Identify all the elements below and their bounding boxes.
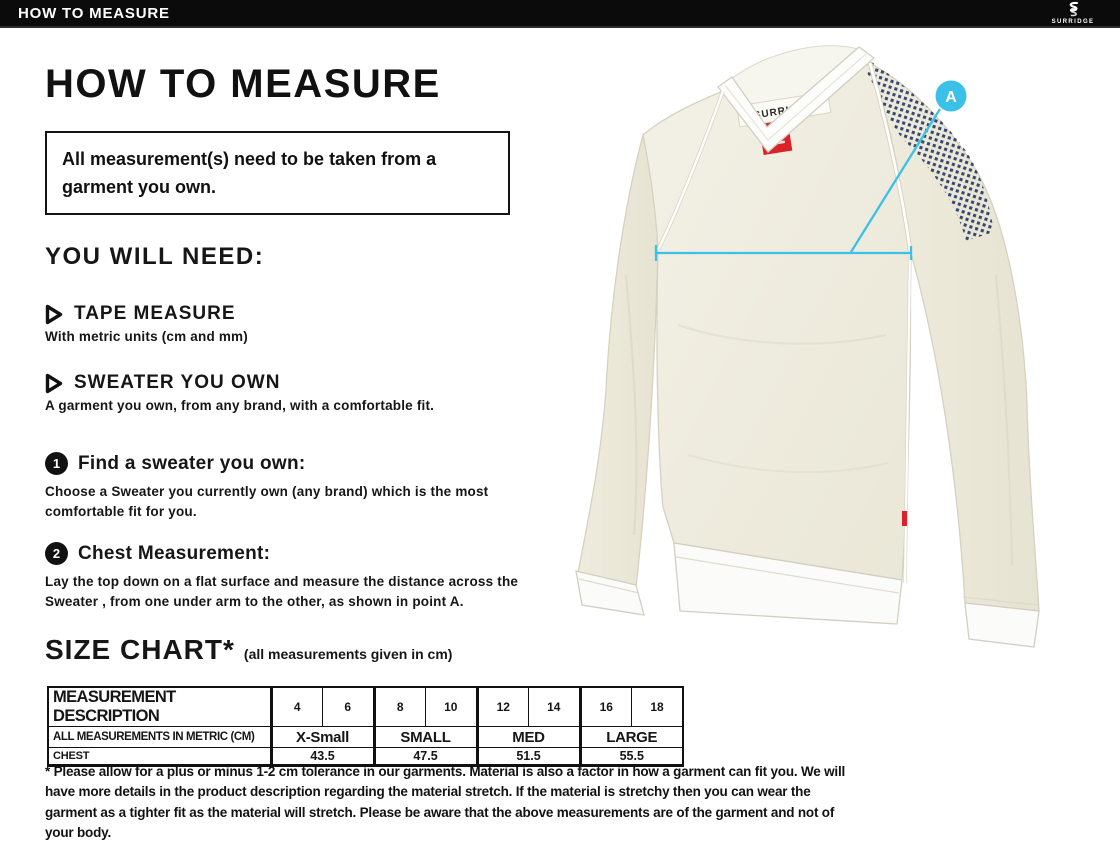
table-row-size-groups <box>48 727 683 748</box>
step-2 <box>45 542 555 611</box>
size-chart-note: (all measurements given in cm) <box>243 646 453 662</box>
need-item-tape-measure <box>45 303 248 344</box>
point-a-label: A <box>945 89 957 106</box>
need-item-title: SWEATER YOU OWN <box>74 372 281 393</box>
step-body: Lay the top down on a flat surface and measure the distance across the Sweater , from one under arm to the other, as shown in point A. <box>45 574 519 609</box>
step-number-badge: 2 <box>45 542 68 565</box>
surridge-logo-icon <box>1044 1 1102 25</box>
size-group: X-Small <box>271 727 374 748</box>
you-will-need-heading: YOU WILL NEED: <box>45 243 265 270</box>
metric-label: ALL MEASUREMENTS IN METRIC (CM) <box>48 727 271 748</box>
point-a-marker <box>936 81 967 112</box>
surridge-logo-text: SURRIDGE <box>1051 19 1095 25</box>
size-col: 18 <box>632 687 684 727</box>
size-group: SMALL <box>374 727 477 748</box>
top-bar <box>0 0 1120 28</box>
tolerance-footnote: * Please allow for a plus or minus 1-2 cm tolerance in our garments. Material is also a factor in how a garment can fit you. We will have more details in the product description regarding the material stretch. If the material is stretchy then you can wear the garment as a tighter fit as the material will stretch. Please be aware that the above measurements are of the garment and not of your body. <box>45 764 846 840</box>
size-chart-title: SIZE CHART* <box>45 634 235 665</box>
size-col: 10 <box>426 687 478 727</box>
size-chart-heading <box>45 634 452 666</box>
chest-value: 43.5 <box>271 748 374 766</box>
size-col: 6 <box>323 687 375 727</box>
size-col: 16 <box>580 687 632 727</box>
need-item-subtitle: With metric units (cm and mm) <box>45 329 248 344</box>
step-title: Chest Measurement: <box>78 542 271 564</box>
sweater-right-cuff <box>965 603 1039 647</box>
play-triangle-icon <box>45 304 63 325</box>
size-group: LARGE <box>580 727 683 748</box>
need-item-subtitle: A garment you own, from any brand, with a comfortable fit. <box>45 398 435 413</box>
chest-value: 47.5 <box>374 748 477 766</box>
size-col: 12 <box>477 687 529 727</box>
size-col: 8 <box>374 687 426 727</box>
size-col: 4 <box>271 687 323 727</box>
need-item-sweater <box>45 372 434 413</box>
side-seam-red-tag <box>902 511 907 526</box>
size-group: MED <box>477 727 580 748</box>
sweater-left-sleeve <box>578 135 658 587</box>
page-heading: HOW TO MEASURE <box>45 62 441 106</box>
notice-box: All measurement(s) need to be taken from a garment you own. <box>45 131 510 215</box>
chest-value: 51.5 <box>477 748 580 766</box>
page-title-bar: HOW TO MEASURE <box>18 4 170 22</box>
step-1 <box>45 452 555 521</box>
chest-row-label: CHEST <box>48 748 271 766</box>
chest-value: 55.5 <box>580 748 683 766</box>
header-measurement-description: MEASUREMENT DESCRIPTION <box>48 687 271 727</box>
step-number-badge: 1 <box>45 452 68 475</box>
step-title: Find a sweater you own: <box>78 452 306 474</box>
play-triangle-icon <box>45 373 63 394</box>
need-item-title: TAPE MEASURE <box>74 303 236 324</box>
size-col: 14 <box>529 687 581 727</box>
surridge-logo <box>1044 1 1102 25</box>
step-body: Choose a Sweater you currently own (any brand) which is the most comfortable fit for you. <box>45 484 489 519</box>
sweater-illustration <box>568 25 1120 725</box>
